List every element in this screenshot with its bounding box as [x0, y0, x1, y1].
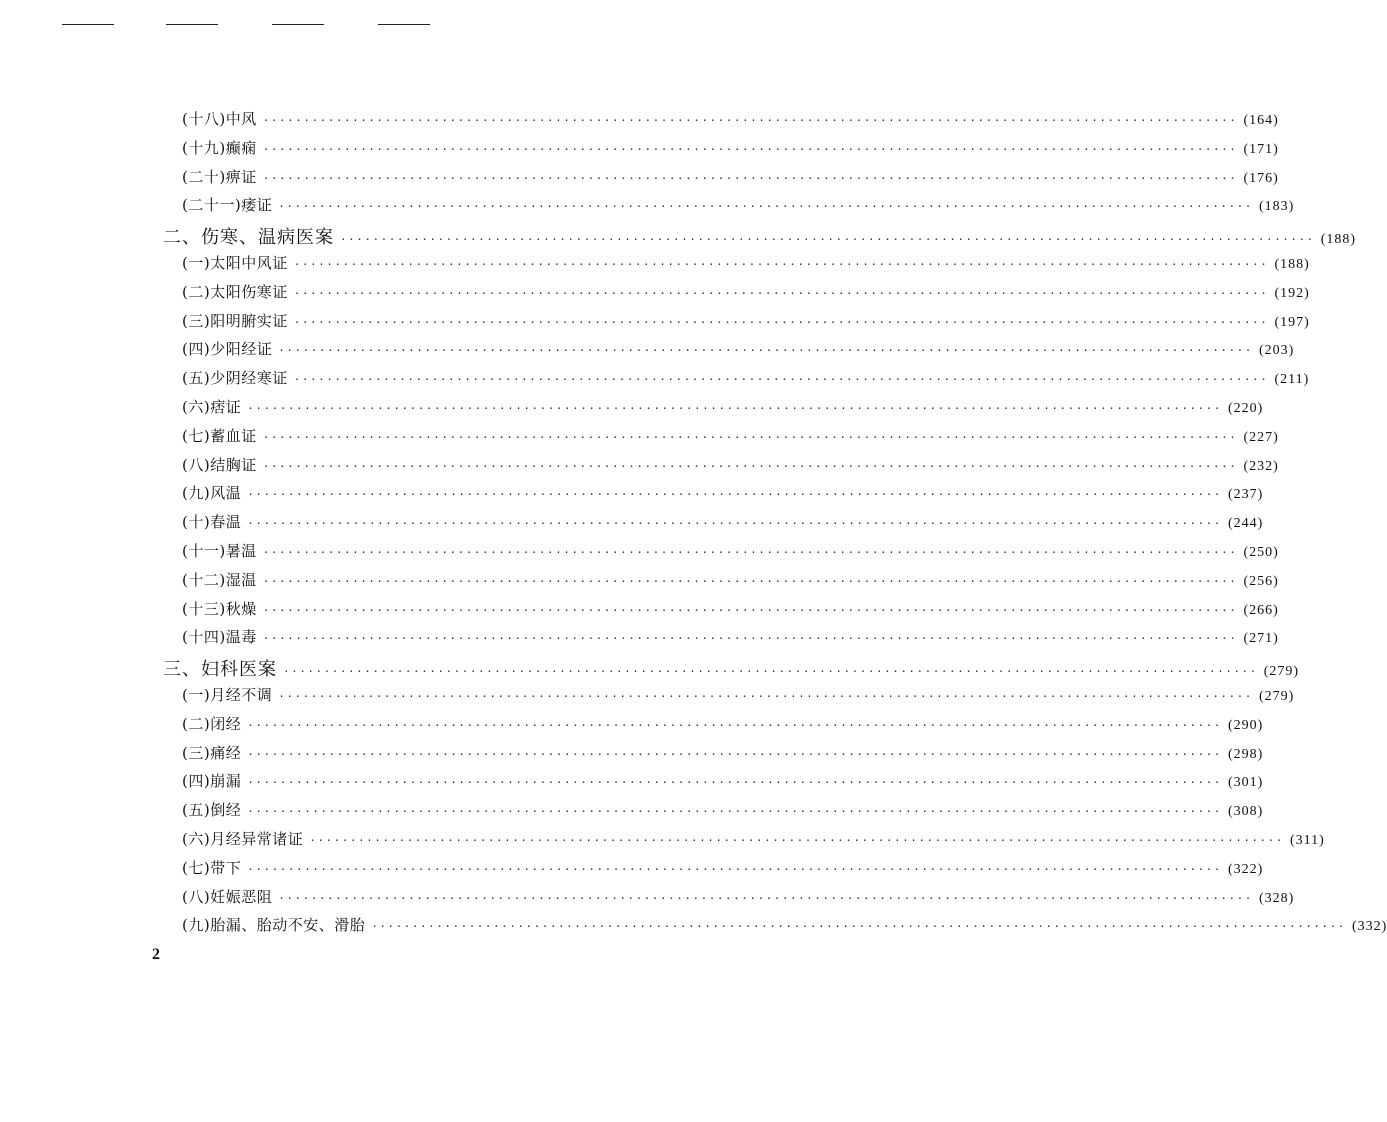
toc-entry-row [182, 281, 1310, 307]
toc-entry-row [182, 454, 1279, 480]
toc-entry-page: (203) [1258, 343, 1295, 359]
toc-entry-title: (十三)秋燥 [182, 599, 257, 618]
toc-entry-title: (二十)痹证 [182, 167, 257, 186]
toc-entry-row [182, 137, 1279, 163]
toc-entry-page: (328) [1258, 890, 1295, 906]
toc-entry-page: (220) [1227, 401, 1264, 416]
toc-entry-row [182, 886, 1295, 912]
toc-entry-title: 三、妇科医案 [163, 659, 277, 681]
toc-entry-row [182, 108, 1279, 134]
toc-entry-title: (四)崩漏 [182, 772, 242, 791]
toc-leader-dots: ························································································································ [262, 632, 1238, 646]
toc-entry-page: (183) [1258, 199, 1295, 215]
toc-entry-title: (十九)癫痫 [182, 138, 257, 157]
toc-entry-row [182, 194, 1295, 220]
toc-entry-page: (171) [1243, 141, 1279, 157]
toc-section-row [163, 223, 1357, 249]
toc-leader-dots: ························································································································ [262, 430, 1238, 444]
toc-leader-dots: ························································································································ [247, 862, 1222, 876]
toc-entry-title: (十八)中风 [182, 110, 257, 128]
toc-leader-dots: ························································································································ [278, 690, 1253, 703]
toc-entry-page: (290) [1227, 717, 1264, 733]
toc-entry-title: (七)带下 [182, 858, 242, 877]
toc-entry-title: 二、伤寒、温病医案 [163, 227, 334, 249]
toc-leader-dots: ························································································································ [247, 747, 1222, 761]
toc-entry-row [182, 396, 1264, 422]
toc-entry-page: (311) [1289, 833, 1325, 848]
toc-entry-page: (188) [1274, 257, 1310, 272]
toc-entry-title: (二)太阳伤寒证 [182, 282, 288, 301]
toc-entry-page: (211) [1274, 372, 1310, 388]
top-rule-2 [166, 24, 218, 25]
toc-entry-title: (十)春温 [182, 513, 242, 532]
toc-entry-row [182, 684, 1295, 710]
toc-entry-title: (十四)温毒 [182, 628, 257, 647]
toc-leader-dots: ························································································································ [293, 286, 1269, 300]
toc-entry-title: (一)月经不调 [182, 686, 273, 704]
toc-entry-row [182, 425, 1279, 451]
toc-entry-title: (八)结胸证 [182, 455, 257, 474]
toc-entry-title: (六)月经异常诸证 [182, 830, 304, 848]
toc-entry-page: (164) [1243, 113, 1279, 128]
toc-entry-row [182, 511, 1264, 537]
toc-entry-title: (十二)湿温 [182, 570, 257, 589]
toc-leader-dots: ························································································································ [262, 603, 1238, 617]
toc-leader-dots: ························································································································ [278, 200, 1253, 214]
toc-entry-page: (176) [1243, 170, 1279, 186]
toc-entry-title: (七)蓄血证 [182, 426, 257, 445]
top-rule-3 [272, 24, 324, 25]
toc-entry-row [182, 799, 1264, 825]
toc-entry-title: (四)少阳经证 [182, 340, 273, 359]
toc-entry-row [182, 310, 1310, 336]
toc-entry-title: (九)风温 [182, 484, 242, 503]
toc-leader-dots: ························································································································ [283, 665, 1258, 679]
toc-entry-title: (十一)暑温 [182, 542, 257, 560]
toc-entry-page: (298) [1227, 746, 1264, 762]
toc-entry-page: (279) [1263, 664, 1300, 680]
toc-leader-dots: ························································································································ [247, 517, 1222, 531]
toc-entry-page: (256) [1243, 573, 1279, 589]
toc-entry-page: (271) [1243, 631, 1279, 647]
toc-leader-dots: ························································································································ [278, 891, 1253, 905]
toc-entry-page: (197) [1274, 314, 1310, 330]
toc-section-row [163, 655, 1300, 681]
toc-entry-page: (188) [1320, 232, 1357, 248]
toc-entry-row [182, 252, 1310, 278]
toc-leader-dots: ························································································································ [309, 834, 1284, 847]
toc-entry-title: (八)妊娠恶阻 [182, 887, 273, 906]
toc-entry-row [182, 770, 1264, 796]
page-number: 2 [152, 946, 160, 963]
toc-entry-row [182, 828, 1325, 854]
toc-leader-dots: ························································································································ [247, 402, 1222, 415]
toc-entry-page: (192) [1274, 285, 1310, 301]
toc-entry-row [182, 540, 1279, 566]
toc-entry-row [182, 482, 1264, 508]
toc-leader-dots: ························································································································ [262, 546, 1238, 559]
toc-leader-dots: ························································································································ [262, 171, 1238, 185]
toc-leader-dots: ························································································································ [262, 574, 1238, 588]
toc-leader-dots: ························································································································ [340, 233, 1315, 247]
toc-entry-title: (二十一)痿证 [182, 196, 273, 215]
toc-entry-row [182, 598, 1279, 624]
toc-entry-row [182, 166, 1279, 192]
toc-entry-page: (266) [1243, 602, 1279, 618]
toc-entry-row [182, 742, 1264, 768]
toc-entry-page: (301) [1227, 775, 1264, 791]
toc-entry-title: (三)阳明腑实证 [182, 311, 288, 330]
toc-entry-title: (九)胎漏、胎动不安、滑胎 [182, 916, 366, 935]
toc-leader-dots: ························································································································ [262, 459, 1238, 473]
toc-leader-dots: ························································································································ [293, 315, 1269, 329]
toc-entry-row [182, 626, 1279, 652]
toc-leader-dots: ························································································································ [262, 142, 1238, 156]
toc-entry-title: (五)少阴经寒证 [182, 369, 288, 388]
toc-leader-dots: ························································································································ [278, 344, 1253, 358]
toc-entry-title: (三)痛经 [182, 743, 242, 762]
toc-leader-dots: ························································································································ [247, 488, 1222, 502]
toc-leader-dots: ························································································································ [262, 114, 1238, 127]
toc-entry-page: (227) [1243, 429, 1279, 445]
toc-leader-dots: ························································································································ [247, 718, 1222, 732]
toc-leader-dots: ························································································································ [371, 920, 1346, 934]
toc-entry-row [182, 367, 1310, 393]
toc-entry-title: (六)痞证 [182, 398, 242, 416]
toc-entry-title: (一)太阳中风证 [182, 254, 288, 272]
toc-entry-title: (二)闭经 [182, 714, 242, 733]
toc-leader-dots: ························································································································ [247, 776, 1222, 790]
toc-leader-dots: ························································································································ [293, 258, 1269, 271]
top-rule-1 [62, 24, 114, 25]
toc-entry-row [182, 569, 1279, 595]
toc-entry-page: (244) [1227, 516, 1264, 532]
toc-leader-dots: ························································································································ [293, 373, 1269, 387]
toc-leader-dots: ························································································································ [247, 805, 1222, 819]
toc-entry-row [182, 338, 1295, 364]
toc-entry-page: (308) [1227, 804, 1264, 820]
toc-entry-page: (232) [1243, 458, 1279, 474]
toc-entry-page: (332) [1351, 919, 1387, 935]
toc-entry-page: (250) [1243, 545, 1279, 560]
toc-entry-page: (279) [1258, 689, 1295, 704]
toc-entry-page: (237) [1227, 487, 1264, 503]
toc-entry-title: (五)倒经 [182, 801, 242, 820]
top-rule-4 [378, 24, 430, 25]
toc-entry-row [182, 713, 1264, 739]
toc-entry-row [182, 914, 1387, 940]
toc-entry-row [182, 857, 1264, 883]
toc-entry-page: (322) [1227, 861, 1264, 877]
